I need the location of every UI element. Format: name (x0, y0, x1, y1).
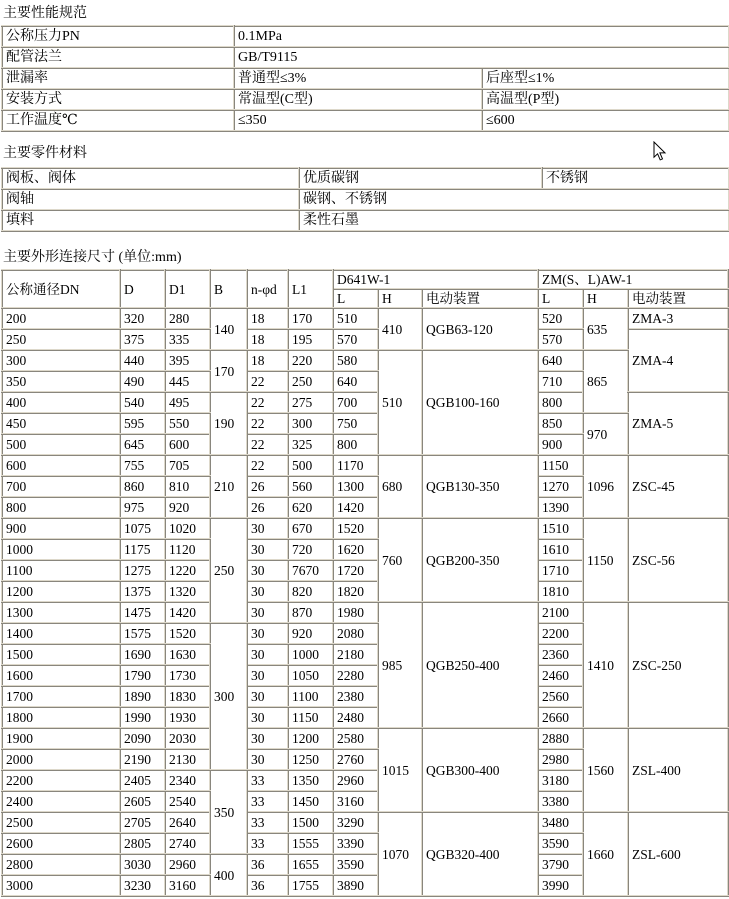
cell-zdev: ZSC-56 (628, 518, 728, 602)
row-value: 碳钢、不锈钢 (299, 189, 729, 210)
table-row (2, 26, 729, 47)
table-row (2, 602, 728, 623)
cell-d: 1990 (120, 707, 165, 728)
table-row (2, 812, 728, 833)
cell-dn: 600 (2, 455, 120, 476)
cell-dn: 1400 (2, 623, 120, 644)
cell-d: 2190 (120, 749, 165, 770)
cell-l1: 500 (288, 455, 333, 476)
cell-l1: 1250 (288, 749, 333, 770)
row-label: 填料 (2, 210, 299, 231)
cell-wl: 580 (333, 350, 378, 371)
cell-d: 2705 (120, 812, 165, 833)
cell-n: 30 (247, 602, 288, 623)
cell-wl: 2960 (333, 770, 378, 791)
cell-n: 36 (247, 875, 288, 896)
cell-wh: 680 (378, 455, 422, 518)
cell-dn: 450 (2, 413, 120, 434)
cell-d: 2090 (120, 728, 165, 749)
cell-dn: 3000 (2, 875, 120, 896)
cell-wl: 800 (333, 434, 378, 455)
cell-l1: 1100 (288, 686, 333, 707)
cell-zl: 1510 (538, 518, 583, 539)
cell-d1: 3160 (165, 875, 210, 896)
cell-wl: 1620 (333, 539, 378, 560)
cell-n: 18 (247, 350, 288, 371)
cell-d1: 495 (165, 392, 210, 413)
cell-b: 350 (210, 770, 247, 854)
cell-wh: 1070 (378, 812, 422, 896)
row-value: 柔性石墨 (299, 210, 729, 231)
cell-dn: 2600 (2, 833, 120, 854)
cell-zl: 710 (538, 371, 583, 392)
cell-l1: 195 (288, 329, 333, 350)
cell-dn: 2800 (2, 854, 120, 875)
cell-zl: 2360 (538, 644, 583, 665)
cell-n: 26 (247, 476, 288, 497)
cell-n: 22 (247, 434, 288, 455)
cell-wdev: QGB200-350 (422, 518, 538, 602)
dimensions-table-body (2, 270, 728, 896)
cell-d1: 1630 (165, 644, 210, 665)
cell-l1: 1655 (288, 854, 333, 875)
cell-dn: 1600 (2, 665, 120, 686)
cell-wl: 3160 (333, 791, 378, 812)
cell-n: 36 (247, 854, 288, 875)
cell-zl: 2660 (538, 707, 583, 728)
table-row (2, 413, 728, 434)
cell-l1: 1755 (288, 875, 333, 896)
row-value: ≤350 (234, 110, 482, 131)
cell-d1: 445 (165, 371, 210, 392)
cell-d1: 2030 (165, 728, 210, 749)
col-header-d1: D1 (165, 270, 210, 308)
cell-wdev: QGB320-400 (422, 812, 538, 896)
table-row (2, 168, 729, 189)
cell-n: 30 (247, 644, 288, 665)
cell-l1: 620 (288, 497, 333, 518)
row-value: 优质碳钢 (299, 168, 542, 189)
cell-b: 250 (210, 518, 247, 623)
cell-dn: 700 (2, 476, 120, 497)
performance-section-title: 主要性能规范 (3, 6, 87, 21)
dims-header-row-1 (2, 270, 728, 289)
cell-d1: 1930 (165, 707, 210, 728)
cell-zl: 3180 (538, 770, 583, 791)
table-row (2, 210, 729, 231)
cell-wl: 1170 (333, 455, 378, 476)
group-header-d641w: D641W-1 (333, 270, 538, 289)
cell-zl: 1150 (538, 455, 583, 476)
cell-l1: 1350 (288, 770, 333, 791)
col-header-b: B (210, 270, 247, 308)
cell-d1: 1020 (165, 518, 210, 539)
table-row (2, 350, 728, 371)
cell-l1: 275 (288, 392, 333, 413)
materials-table-body (2, 168, 729, 231)
cell-zl: 2460 (538, 665, 583, 686)
cell-d1: 2640 (165, 812, 210, 833)
cell-zh: 1150 (583, 518, 628, 602)
cell-wl: 3390 (333, 833, 378, 854)
cell-d1: 395 (165, 350, 210, 371)
cell-zl: 1270 (538, 476, 583, 497)
cell-wl: 3890 (333, 875, 378, 896)
cell-wl: 510 (333, 308, 378, 329)
group-header-zmaw: ZM(S、L)AW-1 (538, 270, 728, 289)
cell-d: 1175 (120, 539, 165, 560)
dimensions-section-title: 主要外形连接尺寸 (单位:mm) (3, 250, 182, 265)
cell-d: 440 (120, 350, 165, 371)
cell-d: 375 (120, 329, 165, 350)
cell-wl: 700 (333, 392, 378, 413)
cell-l1: 1050 (288, 665, 333, 686)
cell-wdev: QGB300-400 (422, 728, 538, 812)
cell-d1: 600 (165, 434, 210, 455)
cell-d: 3030 (120, 854, 165, 875)
cell-d1: 2960 (165, 854, 210, 875)
row-label: 阀轴 (2, 189, 299, 210)
cell-b: 190 (210, 392, 247, 455)
cell-zl: 2200 (538, 623, 583, 644)
cell-dn: 400 (2, 392, 120, 413)
cell-d1: 335 (165, 329, 210, 350)
cell-l1: 7670 (288, 560, 333, 581)
materials-section-title: 主要零件材料 (3, 146, 87, 161)
cell-zl: 2560 (538, 686, 583, 707)
cell-dn: 200 (2, 308, 120, 329)
table-row (2, 308, 728, 329)
cell-dn: 1700 (2, 686, 120, 707)
cell-zdev: ZMA-5 (628, 392, 728, 455)
cell-zl: 2100 (538, 602, 583, 623)
cell-n: 33 (247, 791, 288, 812)
cell-l1: 560 (288, 476, 333, 497)
row-label: 安装方式 (2, 89, 234, 110)
cell-d1: 280 (165, 308, 210, 329)
cell-zl: 3590 (538, 833, 583, 854)
cell-d1: 920 (165, 497, 210, 518)
cell-dn: 1800 (2, 707, 120, 728)
cell-d1: 2540 (165, 791, 210, 812)
cell-zh: 865 (583, 350, 628, 413)
dimensions-table (1, 269, 729, 897)
cell-dn: 2200 (2, 770, 120, 791)
cell-zh: 1560 (583, 728, 628, 812)
cell-d1: 705 (165, 455, 210, 476)
cell-d1: 2130 (165, 749, 210, 770)
cell-d: 1075 (120, 518, 165, 539)
table-row (2, 189, 729, 210)
performance-table (1, 25, 729, 132)
cell-wl: 2580 (333, 728, 378, 749)
col-header-d: D (120, 270, 165, 308)
cell-n: 22 (247, 371, 288, 392)
cell-n: 30 (247, 686, 288, 707)
arrow-pointer-icon (653, 141, 667, 163)
cell-wl: 3290 (333, 812, 378, 833)
cell-b: 170 (210, 350, 247, 392)
cell-n: 33 (247, 833, 288, 854)
cell-d: 645 (120, 434, 165, 455)
cell-d1: 2340 (165, 770, 210, 791)
cell-dn: 1500 (2, 644, 120, 665)
cell-d1: 1420 (165, 602, 210, 623)
cell-wl: 750 (333, 413, 378, 434)
row-value: ≤600 (482, 110, 729, 131)
table-row (2, 110, 729, 131)
cell-b: 140 (210, 308, 247, 350)
cell-d1: 1120 (165, 539, 210, 560)
row-value: 高温型(P型) (482, 89, 729, 110)
cell-dn: 250 (2, 329, 120, 350)
cell-zdev: ZSC-45 (628, 455, 728, 518)
cell-l1: 1200 (288, 728, 333, 749)
cell-wdev: QGB100-160 (422, 350, 538, 455)
cell-zl: 900 (538, 434, 583, 455)
table-row (2, 518, 728, 539)
cell-d1: 1220 (165, 560, 210, 581)
cell-zh: 1660 (583, 812, 628, 896)
col-header-w-dev: 电动装置 (422, 289, 538, 308)
cell-l1: 1555 (288, 833, 333, 854)
cell-n: 22 (247, 392, 288, 413)
cell-dn: 1000 (2, 539, 120, 560)
cell-l1: 170 (288, 308, 333, 329)
col-header-zm-dev: 电动装置 (628, 289, 728, 308)
cell-zl: 850 (538, 413, 583, 434)
row-value: 0.1MPa (234, 26, 729, 47)
cell-wl: 2380 (333, 686, 378, 707)
cell-n: 30 (247, 560, 288, 581)
cell-d: 490 (120, 371, 165, 392)
col-header-w-h: H (378, 289, 422, 308)
cell-zh: 970 (583, 413, 628, 455)
cell-d: 320 (120, 308, 165, 329)
row-label: 配管法兰 (2, 47, 234, 68)
cell-d1: 1520 (165, 623, 210, 644)
cell-wl: 1980 (333, 602, 378, 623)
cell-zl: 3480 (538, 812, 583, 833)
cell-wl: 570 (333, 329, 378, 350)
cell-zl: 520 (538, 308, 583, 329)
cell-d: 1890 (120, 686, 165, 707)
cell-zdev: ZSC-250 (628, 602, 728, 728)
cell-wl: 1420 (333, 497, 378, 518)
cell-n: 30 (247, 581, 288, 602)
cell-zl: 2980 (538, 749, 583, 770)
cell-wl: 2180 (333, 644, 378, 665)
cell-d: 1690 (120, 644, 165, 665)
cell-n: 18 (247, 329, 288, 350)
cell-wl: 2280 (333, 665, 378, 686)
cell-d: 2805 (120, 833, 165, 854)
table-row (2, 47, 729, 68)
cell-n: 18 (247, 308, 288, 329)
col-header-zm-l: L (538, 289, 583, 308)
cell-wl: 640 (333, 371, 378, 392)
col-header-w-l: L (333, 289, 378, 308)
cell-dn: 2400 (2, 791, 120, 812)
cell-d: 595 (120, 413, 165, 434)
cell-zl: 1710 (538, 560, 583, 581)
cell-zh: 1096 (583, 455, 628, 518)
cell-n: 33 (247, 812, 288, 833)
cell-dn: 1200 (2, 581, 120, 602)
cell-zl: 3790 (538, 854, 583, 875)
cell-d: 1575 (120, 623, 165, 644)
cell-zl: 3990 (538, 875, 583, 896)
cell-wh: 410 (378, 308, 422, 350)
cell-n: 30 (247, 707, 288, 728)
cell-b: 210 (210, 455, 247, 518)
cell-dn: 800 (2, 497, 120, 518)
cell-l1: 1150 (288, 707, 333, 728)
cell-d: 1375 (120, 581, 165, 602)
cell-zdev: ZMA-3 (628, 308, 728, 329)
cell-l1: 300 (288, 413, 333, 434)
cell-n: 26 (247, 497, 288, 518)
cell-dn: 500 (2, 434, 120, 455)
table-row (2, 728, 728, 749)
row-value: GB/T9115 (234, 47, 729, 68)
cell-wdev: QGB250-400 (422, 602, 538, 728)
col-header-zm-h: H (583, 289, 628, 308)
cell-zh: 1410 (583, 602, 628, 728)
col-header-l1: L1 (288, 270, 333, 308)
cell-wl: 2760 (333, 749, 378, 770)
cell-wh: 510 (378, 350, 422, 455)
table-row (2, 455, 728, 476)
col-header-nphid: n-φd (247, 270, 288, 308)
table-row (2, 68, 729, 89)
row-label: 工作温度℃ (2, 110, 234, 131)
cell-d: 1475 (120, 602, 165, 623)
cell-d: 1275 (120, 560, 165, 581)
cell-zl: 640 (538, 350, 583, 371)
cell-n: 30 (247, 728, 288, 749)
cell-b: 300 (210, 623, 247, 770)
cell-dn: 1100 (2, 560, 120, 581)
cell-wdev: QGB130-350 (422, 455, 538, 518)
cell-d: 2605 (120, 791, 165, 812)
cell-wh: 760 (378, 518, 422, 602)
cell-dn: 1300 (2, 602, 120, 623)
cell-l1: 1500 (288, 812, 333, 833)
materials-table (1, 167, 729, 232)
cell-l1: 720 (288, 539, 333, 560)
cell-d1: 2740 (165, 833, 210, 854)
cell-d: 1790 (120, 665, 165, 686)
cell-zdev: ZSL-600 (628, 812, 728, 896)
cell-wl: 3590 (333, 854, 378, 875)
cell-n: 30 (247, 623, 288, 644)
cell-dn: 2500 (2, 812, 120, 833)
cell-zl: 570 (538, 329, 583, 350)
cell-l1: 250 (288, 371, 333, 392)
cell-d1: 1830 (165, 686, 210, 707)
cell-l1: 670 (288, 518, 333, 539)
cell-n: 33 (247, 770, 288, 791)
cell-zdev: ZMA-4 (628, 329, 728, 392)
cell-d1: 810 (165, 476, 210, 497)
row-label: 泄漏率 (2, 68, 234, 89)
row-value: 常温型(C型) (234, 89, 482, 110)
cell-dn: 300 (2, 350, 120, 371)
cell-dn: 350 (2, 371, 120, 392)
cell-l1: 870 (288, 602, 333, 623)
table-row (2, 89, 729, 110)
cell-l1: 920 (288, 623, 333, 644)
cell-zl: 3380 (538, 791, 583, 812)
cell-zl: 1810 (538, 581, 583, 602)
cell-wl: 2080 (333, 623, 378, 644)
cell-wl: 1300 (333, 476, 378, 497)
cell-zl: 2880 (538, 728, 583, 749)
row-value: 不锈钢 (542, 168, 729, 189)
cell-zl: 1390 (538, 497, 583, 518)
cell-n: 30 (247, 749, 288, 770)
cell-l1: 820 (288, 581, 333, 602)
cell-wl: 1820 (333, 581, 378, 602)
cell-d: 755 (120, 455, 165, 476)
cell-l1: 1000 (288, 644, 333, 665)
cell-wl: 1520 (333, 518, 378, 539)
cell-wdev: QGB63-120 (422, 308, 538, 350)
cell-d1: 1730 (165, 665, 210, 686)
cell-zl: 800 (538, 392, 583, 413)
cell-wh: 1015 (378, 728, 422, 812)
cell-d: 2405 (120, 770, 165, 791)
cell-wh: 985 (378, 602, 422, 728)
cell-zh: 635 (583, 308, 628, 350)
performance-table-body (2, 26, 729, 131)
row-value: 普通型≤3% (234, 68, 482, 89)
cell-zl: 1610 (538, 539, 583, 560)
cell-l1: 325 (288, 434, 333, 455)
row-value: 后座型≤1% (482, 68, 729, 89)
cell-l1: 220 (288, 350, 333, 371)
cell-n: 22 (247, 413, 288, 434)
cell-wl: 2480 (333, 707, 378, 728)
cell-dn: 900 (2, 518, 120, 539)
cell-n: 22 (247, 455, 288, 476)
cell-d1: 1320 (165, 581, 210, 602)
cell-d: 540 (120, 392, 165, 413)
cell-d: 975 (120, 497, 165, 518)
cell-b: 400 (210, 854, 247, 896)
row-label: 阀板、阀体 (2, 168, 299, 189)
cell-wl: 1720 (333, 560, 378, 581)
col-header-dn: 公称通径DN (2, 270, 120, 308)
cell-n: 30 (247, 518, 288, 539)
cell-zdev: ZSL-400 (628, 728, 728, 812)
cell-dn: 2000 (2, 749, 120, 770)
cell-d: 860 (120, 476, 165, 497)
cell-dn: 1900 (2, 728, 120, 749)
cell-n: 30 (247, 665, 288, 686)
cell-l1: 1450 (288, 791, 333, 812)
cell-d1: 550 (165, 413, 210, 434)
cell-n: 30 (247, 539, 288, 560)
cell-d: 3230 (120, 875, 165, 896)
row-label: 公称压力PN (2, 26, 234, 47)
